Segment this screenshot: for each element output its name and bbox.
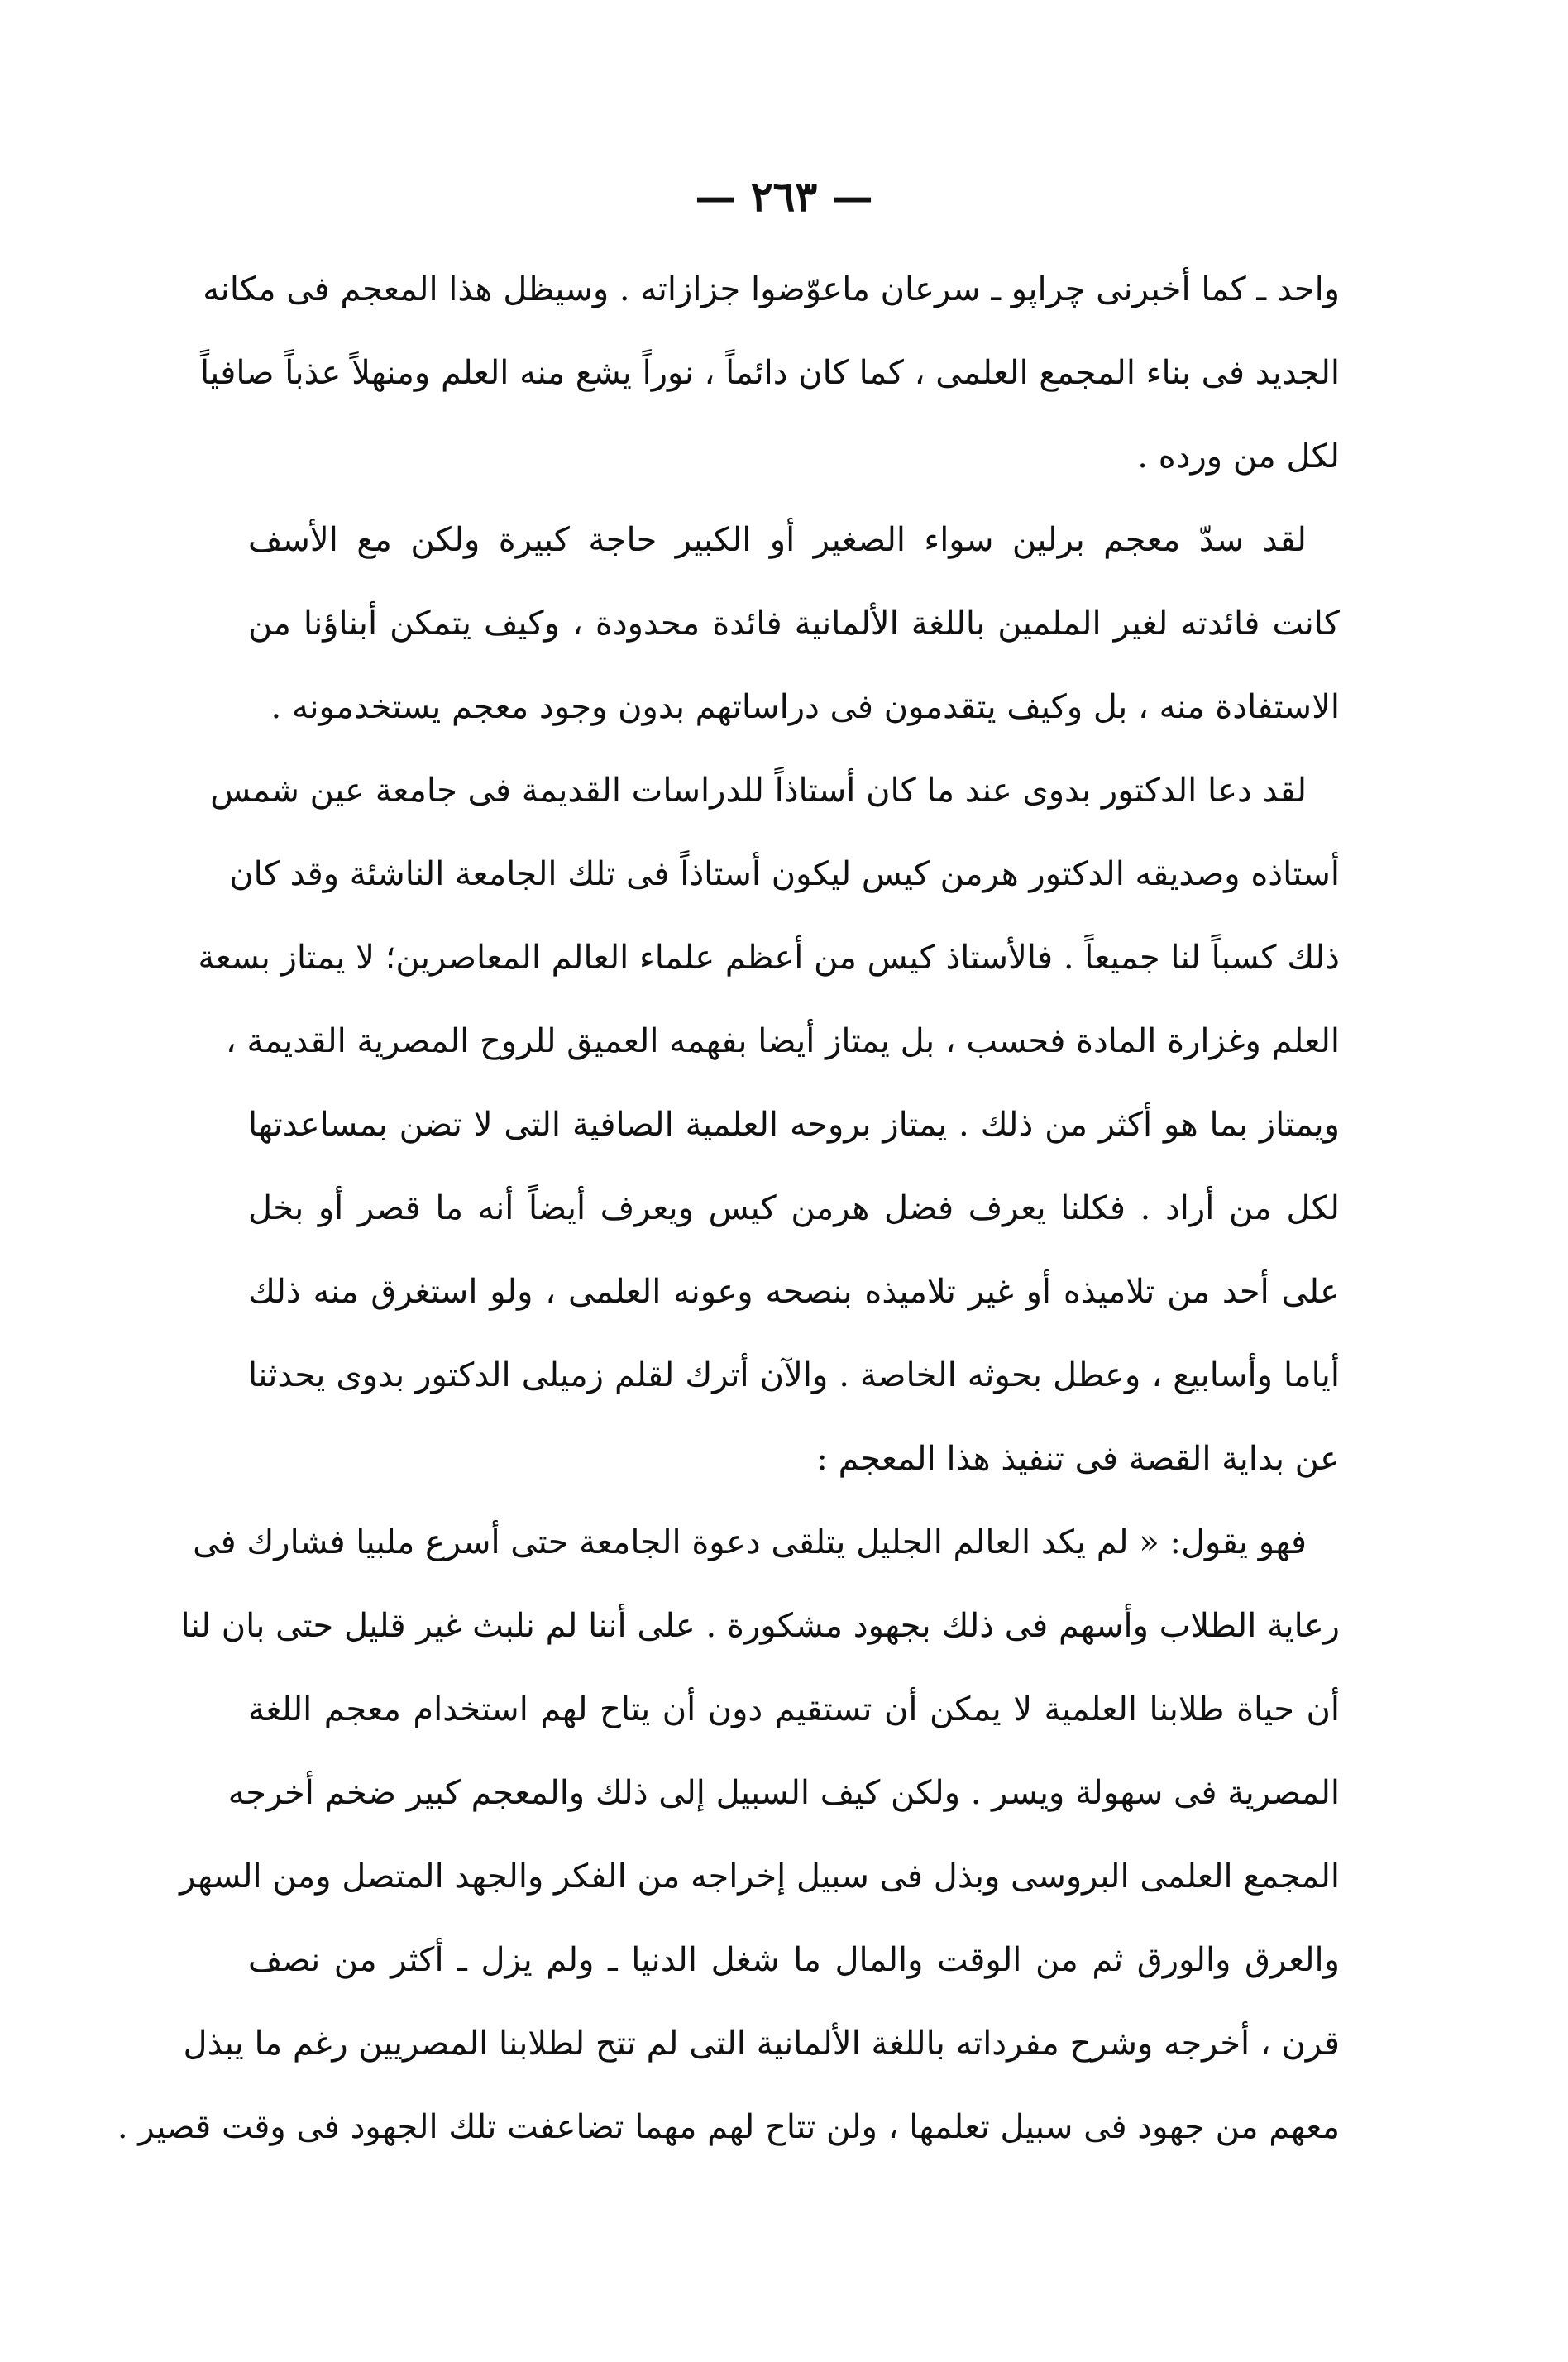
text-line: المصرية فى سهولة ويسر . ولكن كيف السبيل إلى ذلك والمعجم كبير ضخم أخرجه xyxy=(227,1774,1340,1812)
page-number: — ٢٦٣ — xyxy=(695,172,873,221)
text-line: عن بداية القصة فى تنفيذ هذا المعجم : xyxy=(816,1440,1340,1478)
text-line: لقد سدّ معجم برلين سواء الصغير أو الكبير حاجة كبيرة ولكن مع الأسف xyxy=(248,521,1307,559)
text-line: العلم وغزارة المادة فحسب ، بل يمتاز أيضا بفهمه العميق للروح المصرية القديمة ، xyxy=(225,1022,1340,1060)
text-line: كانت فائدته لغير الملمين باللغة الألمانية فائدة محدودة ، وكيف يتمكن أبناؤنا من xyxy=(248,605,1340,643)
text-line: ويمتاز بما هو أكثر من ذلك . يمتاز بروحه العلمية الصافية التى لا تضن بمساعدتها xyxy=(248,1106,1340,1144)
body-text xyxy=(117,248,1340,2169)
text-line: أياما وأسابيع ، وعطل بحوثه الخاصة . والآن أترك لقلم زميلى الدكتور بدوى يحدثنا xyxy=(248,1356,1340,1394)
text-line: رعاية الطلاب وأسهم فى ذلك بجهود مشكورة . على أننا لم نلبث غير قليل حتى بان لنا xyxy=(180,1607,1340,1645)
paragraph xyxy=(198,749,1340,1501)
text-line: أن حياة طلابنا العلمية لا يمكن أن تستقيم دون أن يتاح لهم استخدام معجم اللغة xyxy=(248,1690,1340,1728)
text-line: قرن ، أخرجه وشرح مفرداته باللغة الألمانية التى لم تتح لطلابنا المصريين رغم ما يبذل xyxy=(183,2025,1340,2063)
text-line: لكل من أراد . فكلنا يعرف فضل هرمن كيس ويعرف أيضاً أنه ما قصر أو بخل xyxy=(248,1189,1340,1227)
text-line: المجمع العلمى البروسى وبذل فى سبيل إخراجه من الفكر والجهد المتصل ومن السهر xyxy=(179,1858,1340,1896)
text-line: ذلك كسباً لنا جميعاً . فالأستاذ كيس من أعظم علماء العالم المعاصرين؛ لا يمتاز بسعة xyxy=(198,939,1340,977)
text-line: الاستفادة منه ، بل وكيف يتقدمون فى دراساتهم بدون وجود معجم يستخدمونه . xyxy=(270,688,1340,726)
text-line: أستاذه وصديقه الدكتور هرمن كيس ليكون أستاذاً فى تلك الجامعة الناشئة وقد كان xyxy=(229,855,1340,893)
text-line: معهم من جهود فى سبيل تعلمها ، ولن تتاح لهم مهما تضاعفت تلك الجهود فى وقت قصير . xyxy=(117,2108,1340,2146)
text-line: والعرق والورق ثم من الوقت والمال ما شغل الدنيا ـ ولم يزل ـ أكثر من نصف xyxy=(248,1941,1340,1979)
text-line: فهو يقول: « لم يكد العالم الجليل يتلقى دعوة الجامعة حتى أسرع ملبيا فشارك فى xyxy=(193,1523,1307,1561)
paragraph xyxy=(199,248,1340,499)
text-line: لقد دعا الدكتور بدوى عند ما كان أستاذاً للدراسات القديمة فى جامعة عين شمس xyxy=(210,772,1307,810)
paragraph xyxy=(117,1501,1340,2169)
text-line: لكل من ورده . xyxy=(1137,437,1340,476)
text-line: على أحد من تلاميذه أو غير تلاميذه بنصحه وعونه العلمى ، ولو استغرق منه ذلك xyxy=(248,1273,1340,1311)
text-line: واحد ـ كما أخبرنى چراپو ـ سرعان ماعوّضوا جزازاته . وسيظل هذا المعجم فى مكانه xyxy=(203,270,1340,308)
paragraph xyxy=(248,499,1340,749)
text-line: الجديد فى بناء المجمع العلمى ، كما كان دائماً ، نوراً يشع منه العلم ومنهلاً عذباً صافياً xyxy=(199,354,1340,392)
